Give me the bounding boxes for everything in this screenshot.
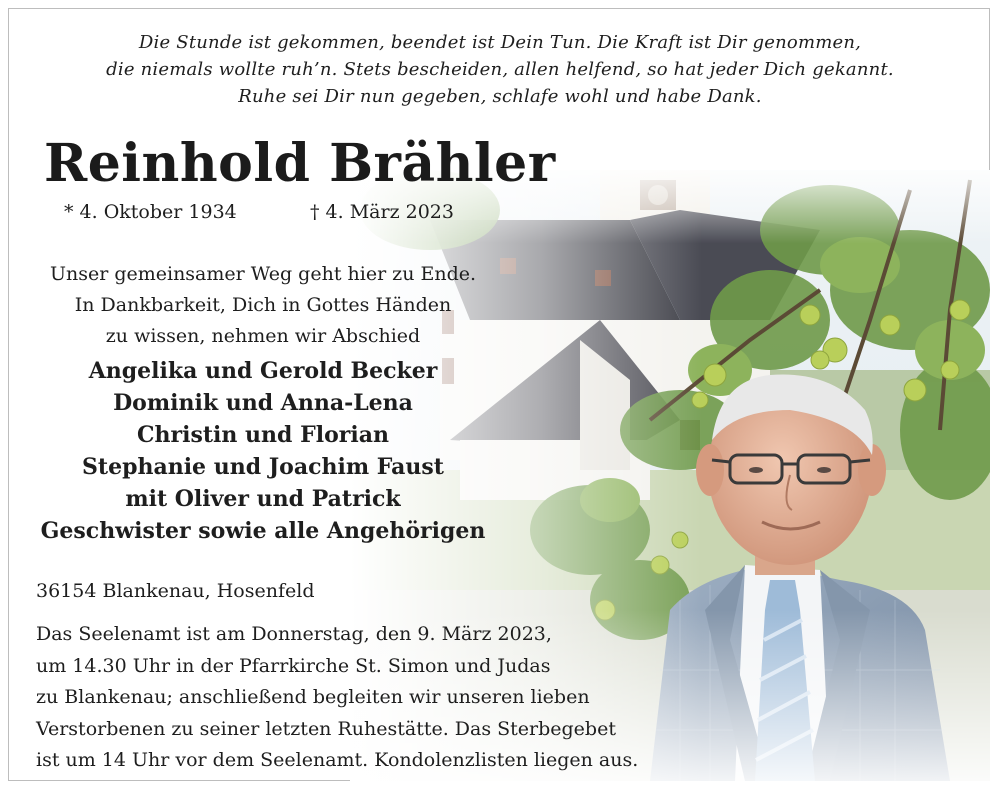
- mourner-line: Geschwister sowie alle Angehörigen: [40, 518, 486, 544]
- farewell-line: zu wissen, nehmen wir Abschied: [105, 325, 421, 347]
- verse-line: die niemals wollte ruh’n. Stets bescheiden, allen helfend, so hat jeder Dich gekannt.: [106, 59, 894, 80]
- service-line: zu Blankenau; anschließend begleiten wir unseren lieben: [36, 686, 590, 708]
- service-line: ist um 14 Uhr vor dem Seelenamt. Kondolenzlisten liegen aus.: [36, 749, 639, 771]
- mourner-line: Dominik und Anna-Lena: [113, 390, 413, 416]
- mourner-line: mit Oliver und Patrick: [125, 486, 401, 512]
- farewell-line: Unser gemeinsamer Weg geht hier zu Ende.: [49, 263, 477, 285]
- service-details: [36, 619, 638, 777]
- service-line: Verstorbenen zu seiner letzten Ruhestätte. Das Sterbegebet: [36, 717, 616, 740]
- verse-line: Die Stunde ist gekommen, beendet ist Dein Tun. Die Kraft ist Dir genommen,: [138, 32, 862, 53]
- mourners-list: [24, 355, 502, 547]
- farewell-line: In Dankbarkeit, Dich in Gottes Händen: [74, 294, 452, 316]
- birth-date: * 4. Oktober 1934: [64, 201, 237, 223]
- place-line: 36154 Blankenau, Hosenfeld: [36, 580, 315, 602]
- memorial-verse: [0, 29, 1000, 110]
- service-line: um 14.30 Uhr in der Pfarrkirche St. Simon und Judas: [36, 654, 551, 677]
- death-date: † 4. März 2023: [310, 201, 454, 223]
- service-line: Das Seelenamt ist am Donnerstag, den 9. März 2023,: [36, 623, 552, 645]
- mourner-line: Angelika und Gerold Becker: [88, 358, 438, 384]
- deceased-name: Reinhold Brähler: [44, 133, 556, 194]
- farewell-text: [30, 259, 496, 352]
- verse-line: Ruhe sei Dir nun gegeben, schlafe wohl und habe Dank.: [238, 86, 762, 107]
- mourner-line: Stephanie und Joachim Faust: [82, 454, 444, 480]
- mourner-line: Christin und Florian: [137, 422, 389, 448]
